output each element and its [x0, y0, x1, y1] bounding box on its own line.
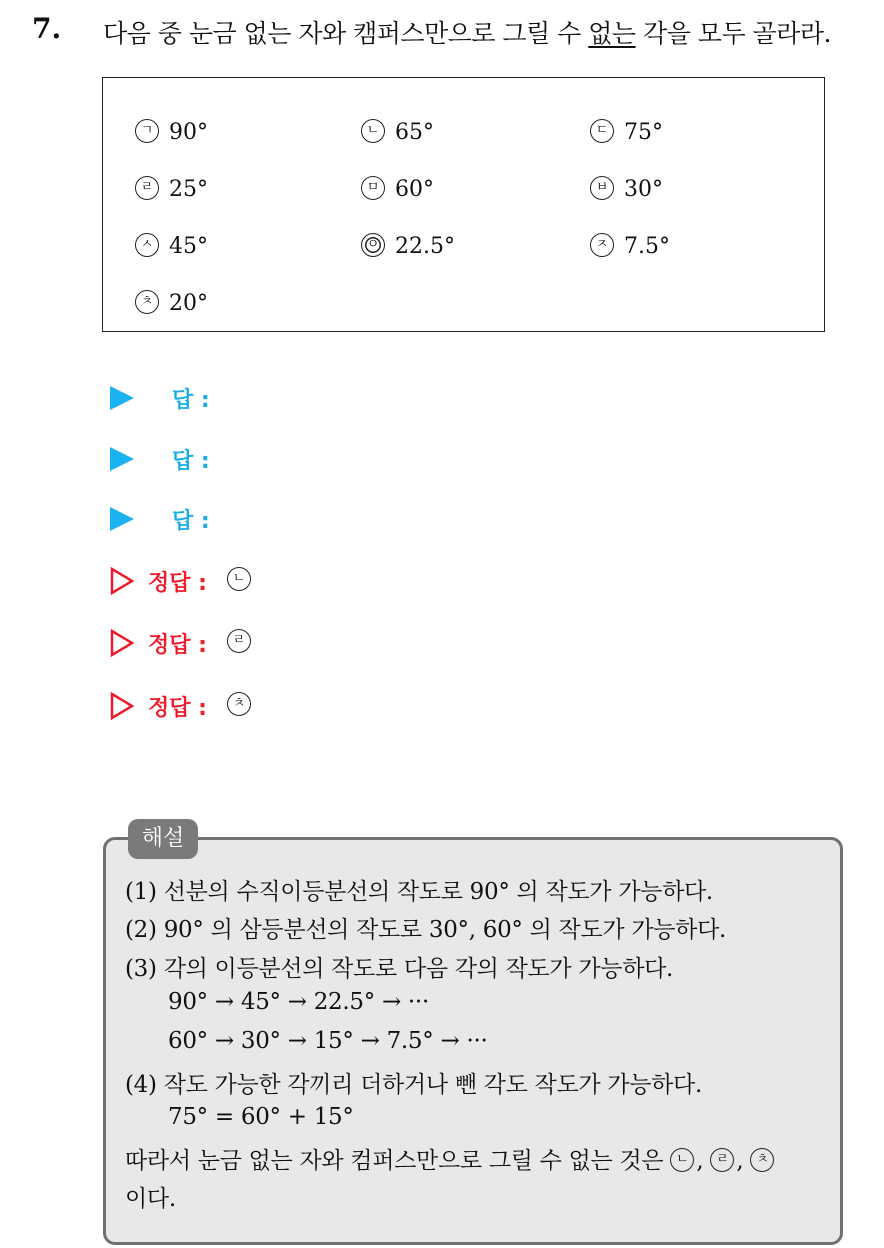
question-text	[103, 14, 831, 50]
question-text-after: 각을 모두 골라라.	[635, 19, 831, 48]
choice-value: 90°	[169, 120, 208, 145]
choice-mark: ㅇ	[361, 233, 385, 257]
play-arrow-icon	[110, 507, 134, 531]
choice-item	[361, 234, 455, 259]
choice-value: 7.5°	[624, 234, 670, 259]
answer-row	[110, 499, 210, 539]
choice-item	[135, 291, 208, 316]
choice-mark: ㅂ	[590, 176, 614, 200]
choice-value: 30°	[624, 177, 663, 202]
answer-row	[110, 378, 210, 418]
choice-mark: ㅊ	[135, 290, 159, 314]
question-text-underlined: 없는	[588, 19, 636, 48]
choice-value: 20°	[169, 291, 208, 316]
choice-mark: ㄹ	[135, 176, 159, 200]
explanation-conclusion: 따라서 눈금 없는 자와 컴퍼스만으로 그릴 수 없는 것은 ㄴ , ㄹ , ㅊ	[125, 1142, 774, 1175]
choice-value: 25°	[169, 177, 208, 202]
explanation-line: 60° → 30° → 15° → 7.5° → ···	[168, 1028, 488, 1054]
choice-item	[361, 120, 434, 145]
outline-arrow-icon	[110, 567, 134, 595]
choice-mark: ㅁ	[361, 176, 385, 200]
choice-item	[361, 177, 434, 202]
play-arrow-icon	[110, 386, 134, 410]
correct-label: 정답 :	[148, 695, 207, 721]
conclusion-mark: ㅊ	[750, 1148, 774, 1172]
choice-item	[135, 120, 208, 145]
correct-label: 정답 :	[148, 632, 207, 658]
choice-mark: ㄷ	[590, 119, 614, 143]
choice-mark: ㄴ	[361, 119, 385, 143]
choice-value: 65°	[395, 120, 434, 145]
correct-mark: ㄴ	[227, 567, 251, 591]
choice-mark: ㅅ	[135, 233, 159, 257]
choice-item	[135, 234, 208, 259]
correct-mark: ㅊ	[227, 692, 251, 716]
explanation-line: (2) 90° 의 삼등분선의 작도로 30°, 60° 의 작도가 가능하다.	[125, 917, 727, 943]
explanation-title: 해설	[128, 819, 198, 859]
choice-item	[135, 177, 208, 202]
answer-row	[110, 439, 210, 479]
choice-value: 45°	[169, 234, 208, 259]
conclusion-text: 따라서 눈금 없는 자와 컴퍼스만으로 그릴 수 없는 것은	[125, 1148, 664, 1174]
choice-value: 22.5°	[395, 234, 455, 259]
choices-box	[102, 77, 825, 332]
correct-answer-row	[110, 686, 261, 726]
explanation-line: (1) 선분의 수직이등분선의 작도로 90° 의 작도가 가능하다.	[125, 879, 713, 905]
choice-item	[590, 234, 670, 259]
explanation-line: 90° → 45° → 22.5° → ···	[168, 989, 429, 1015]
outline-arrow-icon	[110, 692, 134, 720]
correct-label: 정답 :	[148, 570, 207, 596]
explanation-line: (4) 작도 가능한 각끼리 더하거나 뺀 각도 작도가 가능하다.	[125, 1072, 702, 1098]
question-number: 7.	[32, 12, 62, 45]
conclusion-mark: ㄹ	[710, 1148, 734, 1172]
choice-item	[590, 120, 663, 145]
outline-arrow-icon	[110, 629, 134, 657]
correct-answer-row	[110, 561, 261, 601]
correct-mark: ㄹ	[227, 629, 251, 653]
choice-value: 75°	[624, 120, 663, 145]
choice-value: 60°	[395, 177, 434, 202]
answer-label: 답 :	[172, 448, 210, 474]
choice-mark: ㄱ	[135, 119, 159, 143]
question-text-before: 다음 중 눈금 없는 자와 캠퍼스만으로 그릴 수	[103, 19, 589, 48]
explanation-line: (3) 각의 이등분선의 작도로 다음 각의 작도가 가능하다.	[125, 956, 674, 982]
explanation-line: 75° = 60° + 15°	[168, 1104, 354, 1130]
correct-answer-row	[110, 623, 261, 663]
choice-mark: ㅈ	[590, 233, 614, 257]
answer-label: 답 :	[172, 508, 210, 534]
conclusion-end: 이다.	[125, 1186, 176, 1212]
choice-item	[590, 177, 663, 202]
answer-label: 답 :	[172, 387, 210, 413]
play-arrow-icon	[110, 447, 134, 471]
conclusion-mark: ㄴ	[670, 1148, 694, 1172]
